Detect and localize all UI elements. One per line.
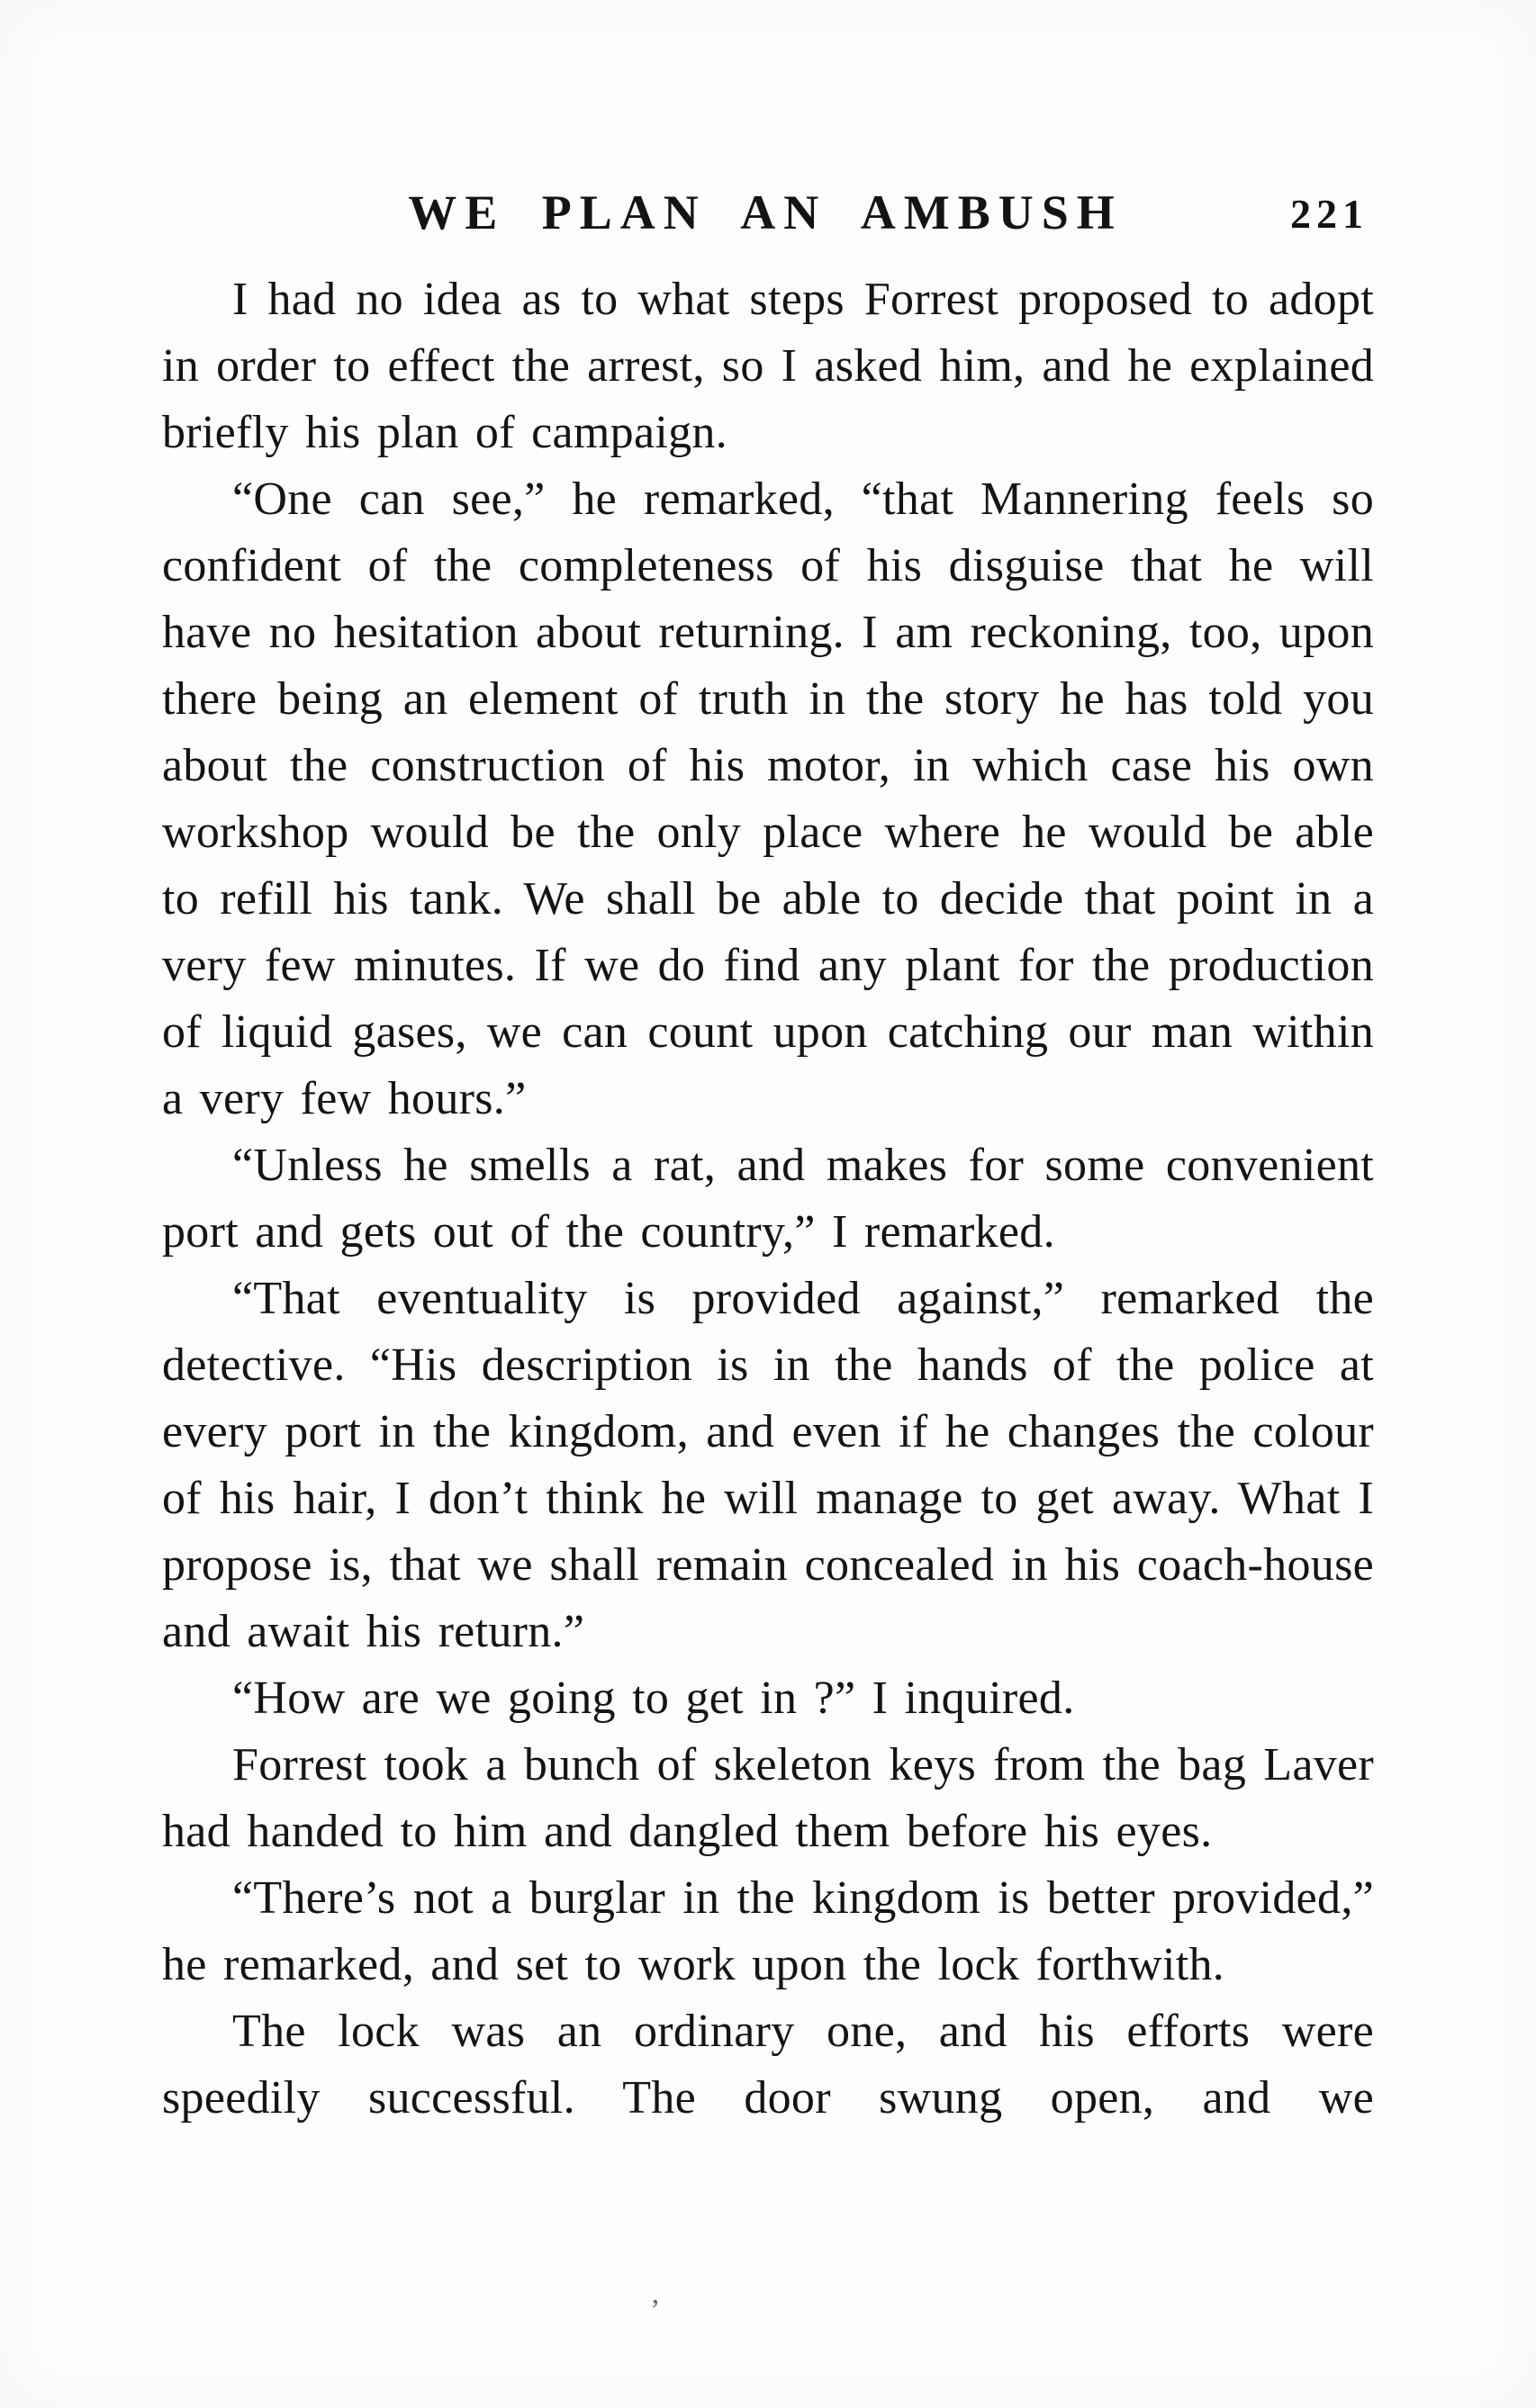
paragraph: The lock was an ordinary one, and his efforts were speedily successful. The door swung open, and we — [162, 2006, 1374, 2124]
paragraph: “There’s not a burglar in the kingdom is better provided,” he remarked, and set to work upon the lock forthwith. — [162, 1872, 1374, 1990]
running-head-title: WE PLAN AN AMBUSH — [408, 185, 1123, 239]
page-body — [162, 266, 1374, 2132]
paragraph: “One can see,” he remarked, “that Mannering feels so confident of the completeness of his disguise that he will have no hesitation about returning. I am reckoning, too, upon there being an element of truth in the story he has told you about the construction of his motor, in which case his own workshop would be the only place where he would be able to refill his tank. We shall be able to decide that point in a very few minutes. If we do find any plant for the production of liquid gases, we can count upon catching our man within a very few hours.” — [162, 473, 1374, 1124]
page-number: 221 — [1290, 191, 1369, 237]
paragraph: I had no idea as to what steps Forrest proposed to adopt in order to effect the arrest, so I asked him, and he explained briefly his plan of campaign. — [162, 274, 1374, 458]
page-header — [162, 185, 1369, 240]
paragraph: Forrest took a bunch of skeleton keys from the bag Laver had handed to him and dangled them before his eyes. — [162, 1739, 1374, 1857]
paragraph: “Unless he smells a rat, and makes for some convenient port and gets out of the country,” I remarked. — [162, 1140, 1374, 1258]
paragraph: “How are we going to get in ?” I inquired. — [232, 1673, 1075, 1724]
paragraph: “That eventuality is provided against,” remarked the detective. “His description is in the hands of the police at every port in the kingdom, and even if he changes the colour of his hair, I don’t think he will manage to get away. What I propose is, that we shall remain concealed in his coach-house and await his return.” — [162, 1273, 1374, 1657]
scan-artifact-mark: ’ — [650, 2294, 661, 2327]
